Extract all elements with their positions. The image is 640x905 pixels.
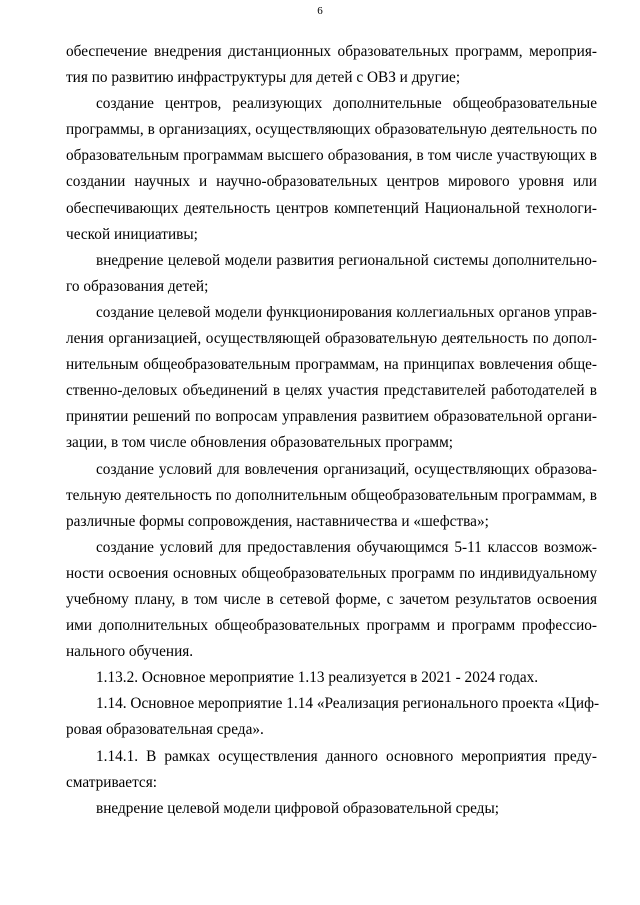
text-line: создание целевой модели функционирования коллегиальных органов управ- [96,303,597,321]
text-line: нального обучения. [66,643,194,661]
text-line: различные формы сопровождения, наставничества и «шефства»; [66,512,489,530]
text-line: обеспечивающих деятельность центров компетенций Национальной технологи- [66,199,597,217]
text-line: тельную деятельность по дополнительным общеобразовательным программам, в [66,486,597,504]
text-line: тия по развитию инфраструктуры для детей с ОВЗ и другие; [66,69,461,87]
text-line: ления организацией, осуществляющей образовательную деятельность по допол- [66,330,597,348]
text-line: образовательным программам высшего образования, в том числе участвующих в [66,147,597,165]
text-line: внедрение целевой модели развития региональной системы дополнительно- [96,251,597,269]
text-line: 1.14. Основное мероприятие 1.14 «Реализация регионального проекта «Циф- [96,695,600,713]
text-line: нительным общеобразовательным программам, на принципах вовлечения обще- [66,356,597,374]
text-line: зации, в том числе обновления образовательных программ; [66,434,454,452]
page-number: 6 [317,5,323,17]
text-line: создание условий для предоставления обучающимся 5-11 классов возмож- [96,538,597,556]
text-line: ими дополнительных общеобразовательных программ и программ профессио- [66,617,597,635]
text-line: ственно-деловых объединений в целях участия представителей работодателей в [66,382,597,400]
text-line: создании научных и научно-образовательных центров мирового уровня или [66,173,597,191]
text-line: ности освоения основных общеобразовательных программ по индивидуальному [66,564,597,582]
text-line: принятии решений по вопросам управления развитием образовательной органи- [66,408,597,426]
text-line: го образования детей; [66,277,209,295]
document-body [66,39,600,822]
text-line: учебному плану, в том числе в сетевой форме, с зачетом результатов освоения [66,590,597,608]
text-line: ческой инициативы; [66,225,198,243]
text-line: создание условий для вовлечения организаций, осуществляющих образова- [96,460,597,478]
text-line: 1.14.1. В рамках осуществления данного основного мероприятия преду- [96,747,597,765]
text-line: сматривается: [66,773,158,791]
text-line: программы, в организациях, осуществляющих образовательную деятельность по [66,121,597,139]
text-line: ровая образовательная среда». [66,721,264,739]
text-line: обеспечение внедрения дистанционных образовательных программ, мероприя- [66,43,597,60]
text-line: внедрение целевой модели цифровой образовательной среды; [96,799,499,817]
text-line: создание центров, реализующих дополнительные общеобразовательные [96,95,597,113]
text-line: 1.13.2. Основное мероприятие 1.13 реализуется в 2021 - 2024 годах. [96,669,539,687]
